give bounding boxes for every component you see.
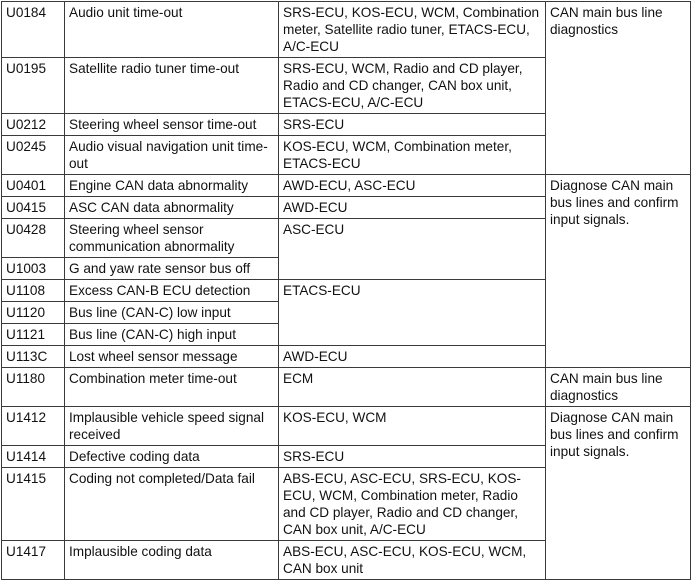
dtc-code: U1120 xyxy=(2,302,65,324)
dtc-description: Coding not completed/Data fail xyxy=(65,468,279,541)
dtc-description: Implausible coding data xyxy=(65,541,279,580)
dtc-description: ASC CAN data abnormality xyxy=(65,197,279,219)
dtc-description: G and yaw rate sensor bus off xyxy=(65,258,279,280)
related-units: ECM xyxy=(279,368,546,407)
dtc-code: U1108 xyxy=(2,280,65,302)
related-units: KOS-ECU, WCM xyxy=(279,407,546,446)
dtc-description: Audio unit time-out xyxy=(65,2,279,58)
dtc-description: Engine CAN data abnormality xyxy=(65,175,279,197)
remark: CAN main bus line diagnostics xyxy=(546,2,691,175)
dtc-code: U0401 xyxy=(2,175,65,197)
dtc-description: Defective coding data xyxy=(65,446,279,468)
dtc-description: Implausible vehicle speed signal received xyxy=(65,407,279,446)
dtc-code: U1417 xyxy=(2,541,65,580)
dtc-code: U0415 xyxy=(2,197,65,219)
related-units: AWD-ECU xyxy=(279,197,546,219)
remark: Diagnose CAN main bus lines and confirm input signals. xyxy=(546,407,691,580)
dtc-code: U1121 xyxy=(2,324,65,346)
related-units: SRS-ECU xyxy=(279,114,546,136)
remark: CAN main bus line diagnostics xyxy=(546,368,691,407)
related-units: SRS-ECU, WCM, Radio and CD player, Radio and CD changer, CAN box unit, ETACS-ECU, A/C-ECU xyxy=(279,58,546,114)
dtc-description: Bus line (CAN-C) high input xyxy=(65,324,279,346)
table-row xyxy=(2,368,691,407)
table-row xyxy=(2,2,691,58)
dtc-code: U1414 xyxy=(2,446,65,468)
dtc-description: Bus line (CAN-C) low input xyxy=(65,302,279,324)
related-units: SRS-ECU xyxy=(279,446,546,468)
dtc-code: U113C xyxy=(2,346,65,368)
dtc-description: Steering wheel sensor communication abnormality xyxy=(65,219,279,258)
dtc-code: U1415 xyxy=(2,468,65,541)
dtc-code: U1412 xyxy=(2,407,65,446)
related-units: ABS-ECU, ASC-ECU, KOS-ECU, WCM, CAN box unit xyxy=(279,541,546,580)
dtc-code: U0428 xyxy=(2,219,65,258)
dtc-code: U0212 xyxy=(2,114,65,136)
related-units: ETACS-ECU xyxy=(279,280,546,346)
dtc-code: U0184 xyxy=(2,2,65,58)
dtc-description: Steering wheel sensor time-out xyxy=(65,114,279,136)
related-units: AWD-ECU, ASC-ECU xyxy=(279,175,546,197)
related-units: KOS-ECU, WCM, Combination meter, ETACS-ECU xyxy=(279,136,546,175)
dtc-table xyxy=(1,1,691,580)
dtc-description: Lost wheel sensor message xyxy=(65,346,279,368)
table-row xyxy=(2,175,691,197)
related-units: ABS-ECU, ASC-ECU, SRS-ECU, KOS-ECU, WCM, Combination meter, Radio and CD player, Radio and CD changer, CAN box unit, A/C-ECU xyxy=(279,468,546,541)
remark: Diagnose CAN main bus lines and confirm input signals. xyxy=(546,175,691,368)
dtc-description: Combination meter time-out xyxy=(65,368,279,407)
table-row xyxy=(2,407,691,446)
dtc-code: U0245 xyxy=(2,136,65,175)
related-units: ASC-ECU xyxy=(279,219,546,280)
related-units: SRS-ECU, KOS-ECU, WCM, Combination meter, Satellite radio tuner, ETACS-ECU, A/C-ECU xyxy=(279,2,546,58)
dtc-code: U0195 xyxy=(2,58,65,114)
dtc-description: Satellite radio tuner time-out xyxy=(65,58,279,114)
dtc-description: Audio visual navigation unit time-out xyxy=(65,136,279,175)
dtc-code: U1003 xyxy=(2,258,65,280)
dtc-description: Excess CAN-B ECU detection xyxy=(65,280,279,302)
related-units: AWD-ECU xyxy=(279,346,546,368)
dtc-code: U1180 xyxy=(2,368,65,407)
